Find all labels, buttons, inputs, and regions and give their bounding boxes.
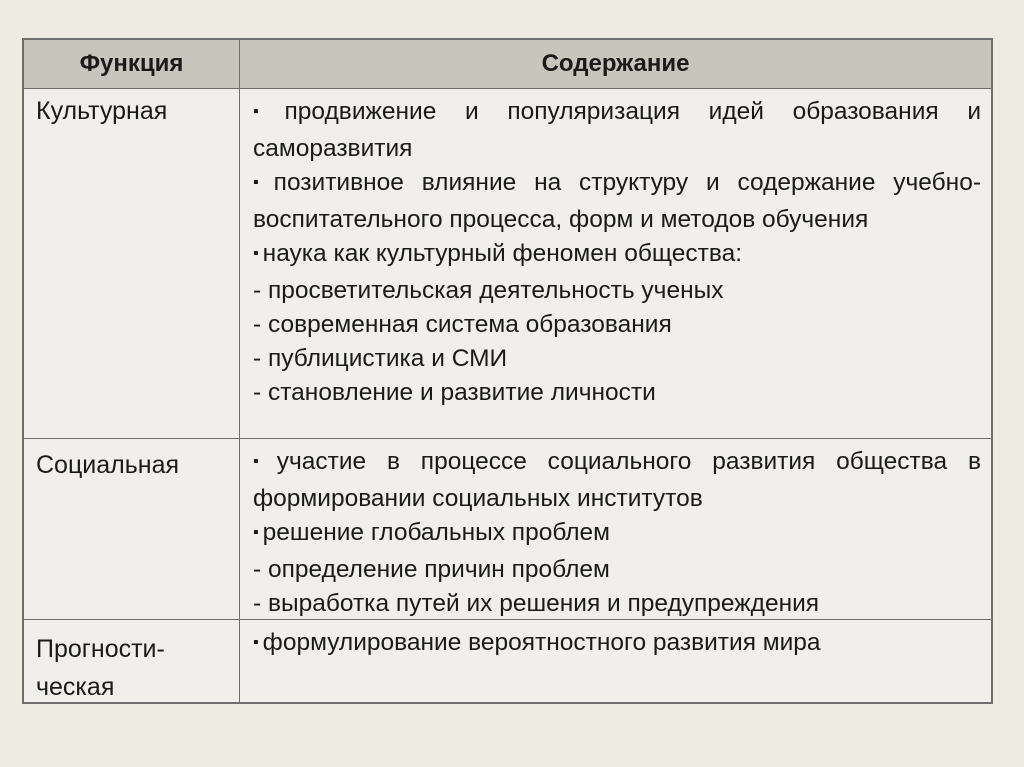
list-subitem: - публицистика и СМИ <box>253 345 508 372</box>
list-subitem: - выработка путей их решения и предупреждения <box>253 590 820 617</box>
function-name: Прогности-ческая <box>36 635 165 701</box>
list-item: ▪ участие в процессе социального развития общества в формировании социальных институтов <box>253 448 981 512</box>
bullet-icon: ▪ <box>253 524 259 541</box>
table-row-social <box>24 439 991 619</box>
list-subitem: - становление и развитие личности <box>253 379 656 406</box>
bullet-icon: ▪ <box>253 245 259 262</box>
bullet-icon: ▪ <box>253 103 281 120</box>
function-name: Культурная <box>36 97 168 125</box>
bullet-icon: ▪ <box>253 453 273 470</box>
table-row-prognostic <box>24 620 991 702</box>
function-table <box>22 38 993 704</box>
list-item: ▪ решение глобальных проблем <box>253 519 611 546</box>
function-name: Социальная <box>36 451 180 479</box>
list-item: ▪ продвижение и популяризация идей образования и саморазвития <box>253 98 982 162</box>
list-item: ▪ формулирование вероятностного развития мира <box>253 629 821 656</box>
table-row-cultural <box>24 89 991 438</box>
content-list <box>253 95 981 410</box>
header-function: Функция <box>79 50 184 77</box>
list-subitem: - определение причин проблем <box>253 556 610 583</box>
bullet-icon: ▪ <box>253 174 270 191</box>
list-subitem: - современная система образования <box>253 311 672 338</box>
list-item: ▪ позитивное влияние на структуру и содержание учебно-воспитательного процесса, форм и методов обучения <box>253 169 981 233</box>
table-header <box>24 40 991 88</box>
list-subitem: - просветительская деятельность ученых <box>253 277 724 304</box>
bullet-icon: ▪ <box>253 634 259 651</box>
content-list <box>253 626 981 663</box>
list-item: ▪ наука как культурный феномен общества: <box>253 240 743 267</box>
content-list <box>253 445 981 621</box>
header-content: Содержание <box>541 50 690 77</box>
